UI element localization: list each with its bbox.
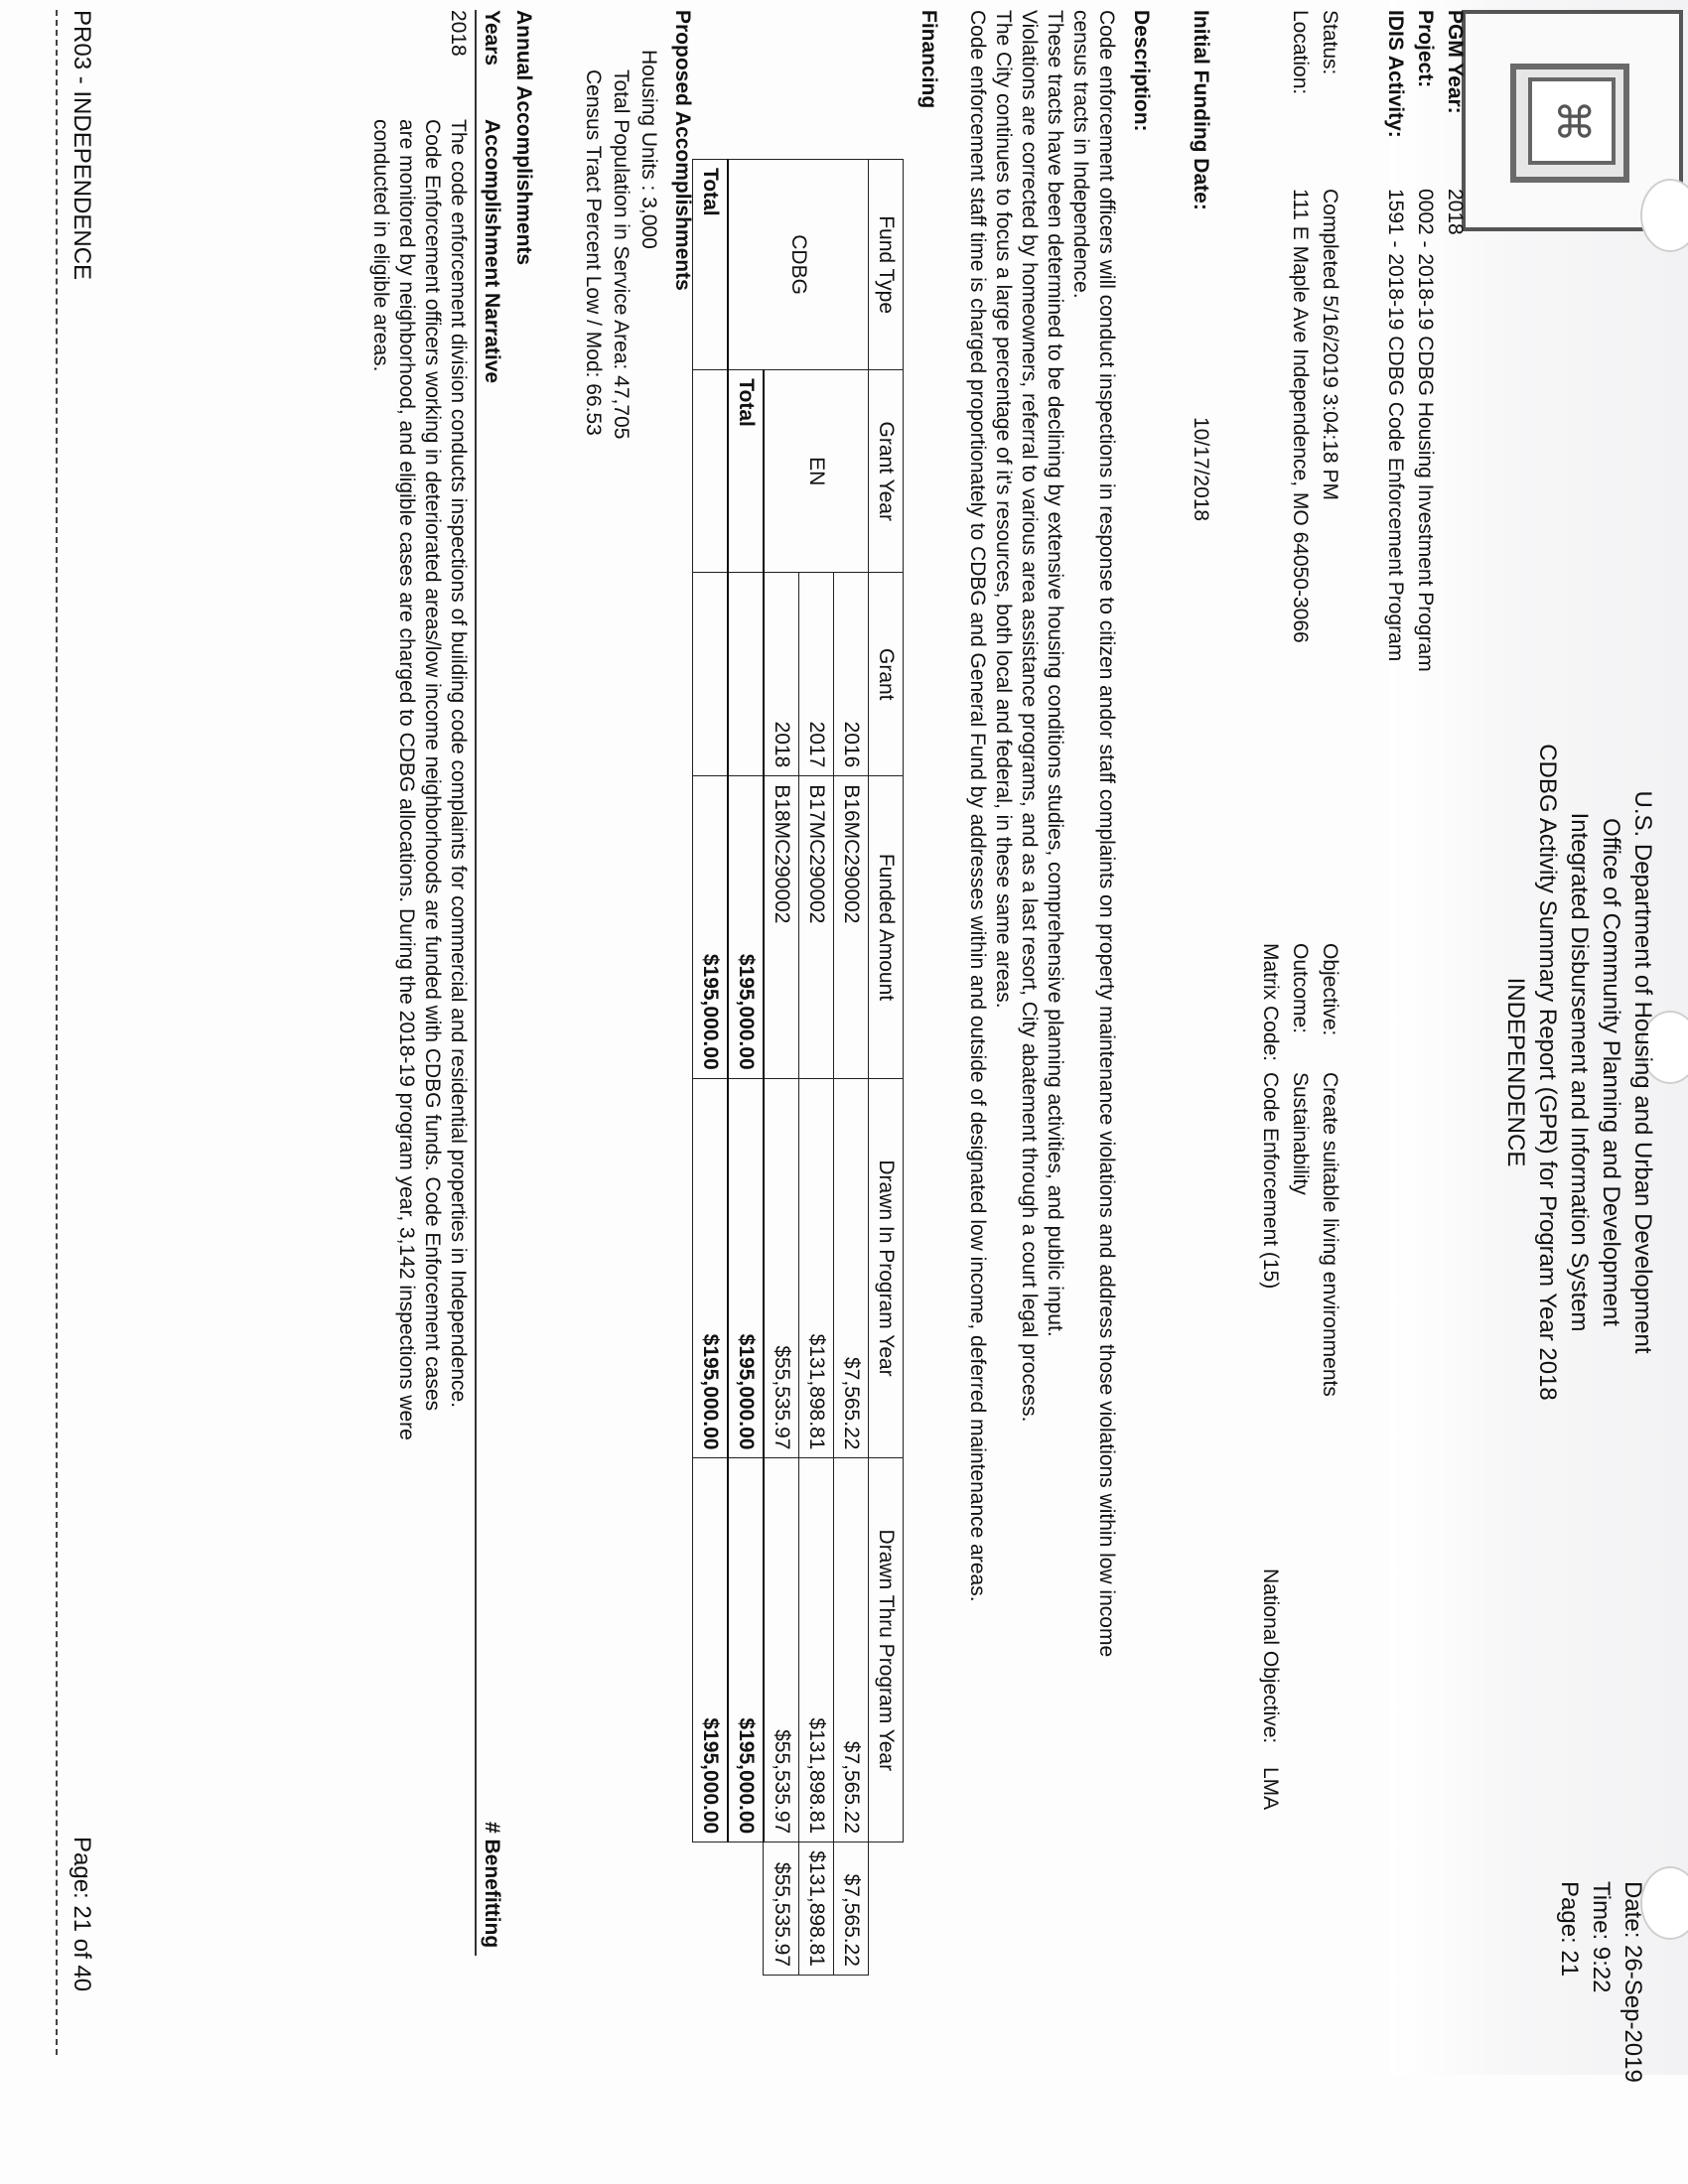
funded-cell: $131,898.81 — [799, 1078, 834, 1458]
page-label: Page: — [1556, 1881, 1583, 1944]
outcome-label: Outcome: — [1289, 943, 1312, 1034]
footer-page-value: 21 of 40 — [69, 1905, 95, 1992]
grant-year-cell: 2018 — [764, 573, 799, 776]
grant-year-cell: 2016 — [834, 573, 869, 776]
project-value: 0002 - 2018-19 CDBG Housing Investment Program — [1414, 189, 1437, 672]
funded-cell: $7,565.22 — [834, 1078, 869, 1458]
grant-cell: B18MC290002 — [764, 776, 799, 1078]
col-fund-type: Fund Type — [869, 160, 904, 370]
description-heading: Description: — [1130, 10, 1153, 132]
date-label: Date: — [1619, 1881, 1646, 1939]
pgm-year-label: PGM Year: — [1444, 10, 1467, 114]
narrative-line: Code Enforcement officers working in deteriorated areas/low income neighborhoods are funded with CDBG funds. Code Enforcement cases — [421, 119, 444, 1412]
table-row — [834, 160, 869, 1976]
grant-cell: B16MC290002 — [834, 776, 869, 1078]
idis-activity-value: 1591 - 2018-19 CDBG Code Enforcement Program — [1384, 189, 1407, 662]
proposed-accomplishments-heading: Proposed Accomplishments — [671, 10, 694, 291]
header-meta — [1553, 1881, 1648, 2083]
financing-header-row — [869, 160, 904, 1976]
col-grant-year: Grant Year — [869, 370, 904, 573]
col-years: Years — [481, 10, 503, 67]
footer-report-id: PR03 - INDEPENDENCE — [69, 10, 95, 281]
census-tract-percent: Census Tract Percent Low / Mod: 66.53 — [582, 69, 605, 436]
financing-table — [692, 159, 904, 1976]
objective-label: Objective: — [1319, 943, 1341, 1036]
col-accomplishment-narrative: Accomplishment Narrative — [481, 119, 503, 384]
annual-accomplishments-heading: Annual Accomplishments — [512, 10, 535, 266]
drawn-in-cell: $7,565.22 — [834, 1458, 869, 1843]
funded-cell: $55,535.97 — [764, 1078, 799, 1458]
description-text — [964, 10, 1119, 1657]
national-objective-value: LMA — [1259, 1767, 1282, 1811]
pgm-year-value: 2018 — [1444, 189, 1467, 235]
description-line: Violations are corrected by homeowners, referral to various area assistance programs, and as a last resort, City abatement through a court legal process. — [1018, 10, 1041, 1423]
col-funded-amount: Funded Amount — [869, 776, 904, 1078]
total-drawn-thru: $195,000.00 — [693, 1458, 729, 1843]
subtotal-label: Total — [728, 370, 764, 573]
total-funded: $195,000.00 — [693, 776, 729, 1078]
narrative-line: The code enforcement division conducts inspections of building code complaints for commercial and residential properties in Independence. — [447, 119, 470, 1409]
date-value: 26-Sep-2019 — [1619, 1945, 1646, 2083]
fund-type-cdbg: CDBG — [728, 160, 869, 370]
description-line: census tracts in Independence. — [1069, 10, 1092, 299]
financing-heading: Financing — [917, 10, 940, 109]
drawn-in-cell: $131,898.81 — [799, 1458, 834, 1843]
total-population: Total Population in Service Area: 47,705 — [610, 69, 633, 440]
total-drawn-in: $195,000.00 — [693, 1078, 729, 1458]
subtotal-spacer — [728, 573, 764, 776]
fund-code-en: EN — [764, 370, 869, 573]
hud-emblem-icon: ⌘ — [1528, 77, 1616, 165]
footer-page — [69, 1837, 94, 1991]
status-value: Completed 5/16/2019 3:04:18 PM — [1319, 189, 1341, 501]
footer-dashed-rule — [56, 10, 58, 2055]
subtotal-drawn-in: $195,000.00 — [728, 1078, 764, 1458]
annual-narrative — [367, 119, 471, 1440]
col-drawn-thru-year: Drawn Thru Program Year — [869, 1458, 904, 1843]
matrix-code-label: Matrix Code: — [1259, 943, 1282, 1062]
matrix-code-value: Code Enforcement (15) — [1259, 1072, 1282, 1290]
drawn-thru-cell: $55,535.97 — [764, 1843, 799, 1976]
total-row — [693, 160, 729, 1976]
subtotal-row — [728, 160, 764, 1976]
description-line: Code enforcement officers will conduct inspections in response to citizen andor staff complaints on property maintenance violations and address those violations within low income — [1095, 10, 1118, 1658]
grant-year-cell: 2017 — [799, 573, 834, 776]
initial-funding-date-value: 10/17/2018 — [1190, 417, 1212, 522]
description-line: Code enforcement staff time is charged proportionately to CDBG and General Fund by addresses within and outside of designated low income, deferred maintenance areas. — [966, 10, 989, 1602]
col-drawn-in-year: Drawn In Program Year — [869, 1078, 904, 1458]
total-label: Total — [693, 160, 729, 370]
status-label: Status: — [1319, 10, 1341, 75]
project-label: Project: — [1414, 10, 1437, 88]
drawn-thru-cell: $7,565.22 — [834, 1843, 869, 1976]
header-report-title: CDBG Activity Summary Report (GPR) for Program Year 2018 — [1534, 744, 1561, 1401]
time-value: 9:22 — [1588, 1946, 1615, 1993]
subtotal-funded: $195,000.00 — [728, 776, 764, 1078]
narrative-line: are monitored by neighborhood, and eligible cases are charged to CDBG allocations. During the 2018-19 program year, 3,142 inspections were — [395, 119, 418, 1440]
description-line: The City continues to focus a large percentage of it's resources, both local and federal, in these same areas. — [992, 10, 1015, 1009]
annual-header-rule — [475, 10, 477, 1956]
location-label: Location: — [1289, 10, 1312, 95]
header-agency: U.S. Department of Housing and Urban Development — [1629, 790, 1656, 1354]
drawn-in-cell: $55,535.97 — [764, 1458, 799, 1843]
location-value: 111 E Maple Ave Independence, MO 64050-3066 — [1289, 189, 1312, 643]
header-grantee: INDEPENDENCE — [1502, 977, 1529, 1167]
header-system: Integrated Disbursement and Information System — [1566, 812, 1593, 1332]
housing-units: Housing Units : 3,000 — [637, 50, 660, 249]
grant-cell: B17MC290002 — [799, 776, 834, 1078]
annual-year: 2018 — [447, 10, 470, 57]
description-line: These tracts have been determined to be declining by extensive housing conditions studies, comprehensive planning activities, and public input. — [1044, 10, 1066, 1337]
narrative-line: conducted in eligible areas. — [369, 119, 392, 372]
col-benefitting: # Benefitting — [481, 1822, 503, 1949]
drawn-thru-cell: $131,898.81 — [799, 1843, 834, 1976]
total-spacer — [693, 573, 729, 776]
outcome-value: Sustainability — [1289, 1072, 1312, 1195]
time-label: Time: — [1588, 1881, 1615, 1941]
subtotal-drawn-thru: $195,000.00 — [728, 1458, 764, 1843]
report-header — [1499, 695, 1658, 1449]
footer-page-label: Page: — [69, 1837, 95, 1899]
national-objective-label: National Objective: — [1259, 1569, 1282, 1744]
total-spacer — [693, 370, 729, 573]
col-grant: Grant — [869, 573, 904, 776]
idis-activity-label: IDIS Activity: — [1384, 10, 1407, 138]
objective-value: Create suitable living environments — [1319, 1072, 1341, 1397]
header-office: Office of Community Planning and Development — [1598, 818, 1624, 1326]
initial-funding-date-label: Initial Funding Date: — [1190, 10, 1212, 210]
page-value: 21 — [1556, 1950, 1583, 1978]
hud-logo-frame — [1510, 64, 1629, 183]
